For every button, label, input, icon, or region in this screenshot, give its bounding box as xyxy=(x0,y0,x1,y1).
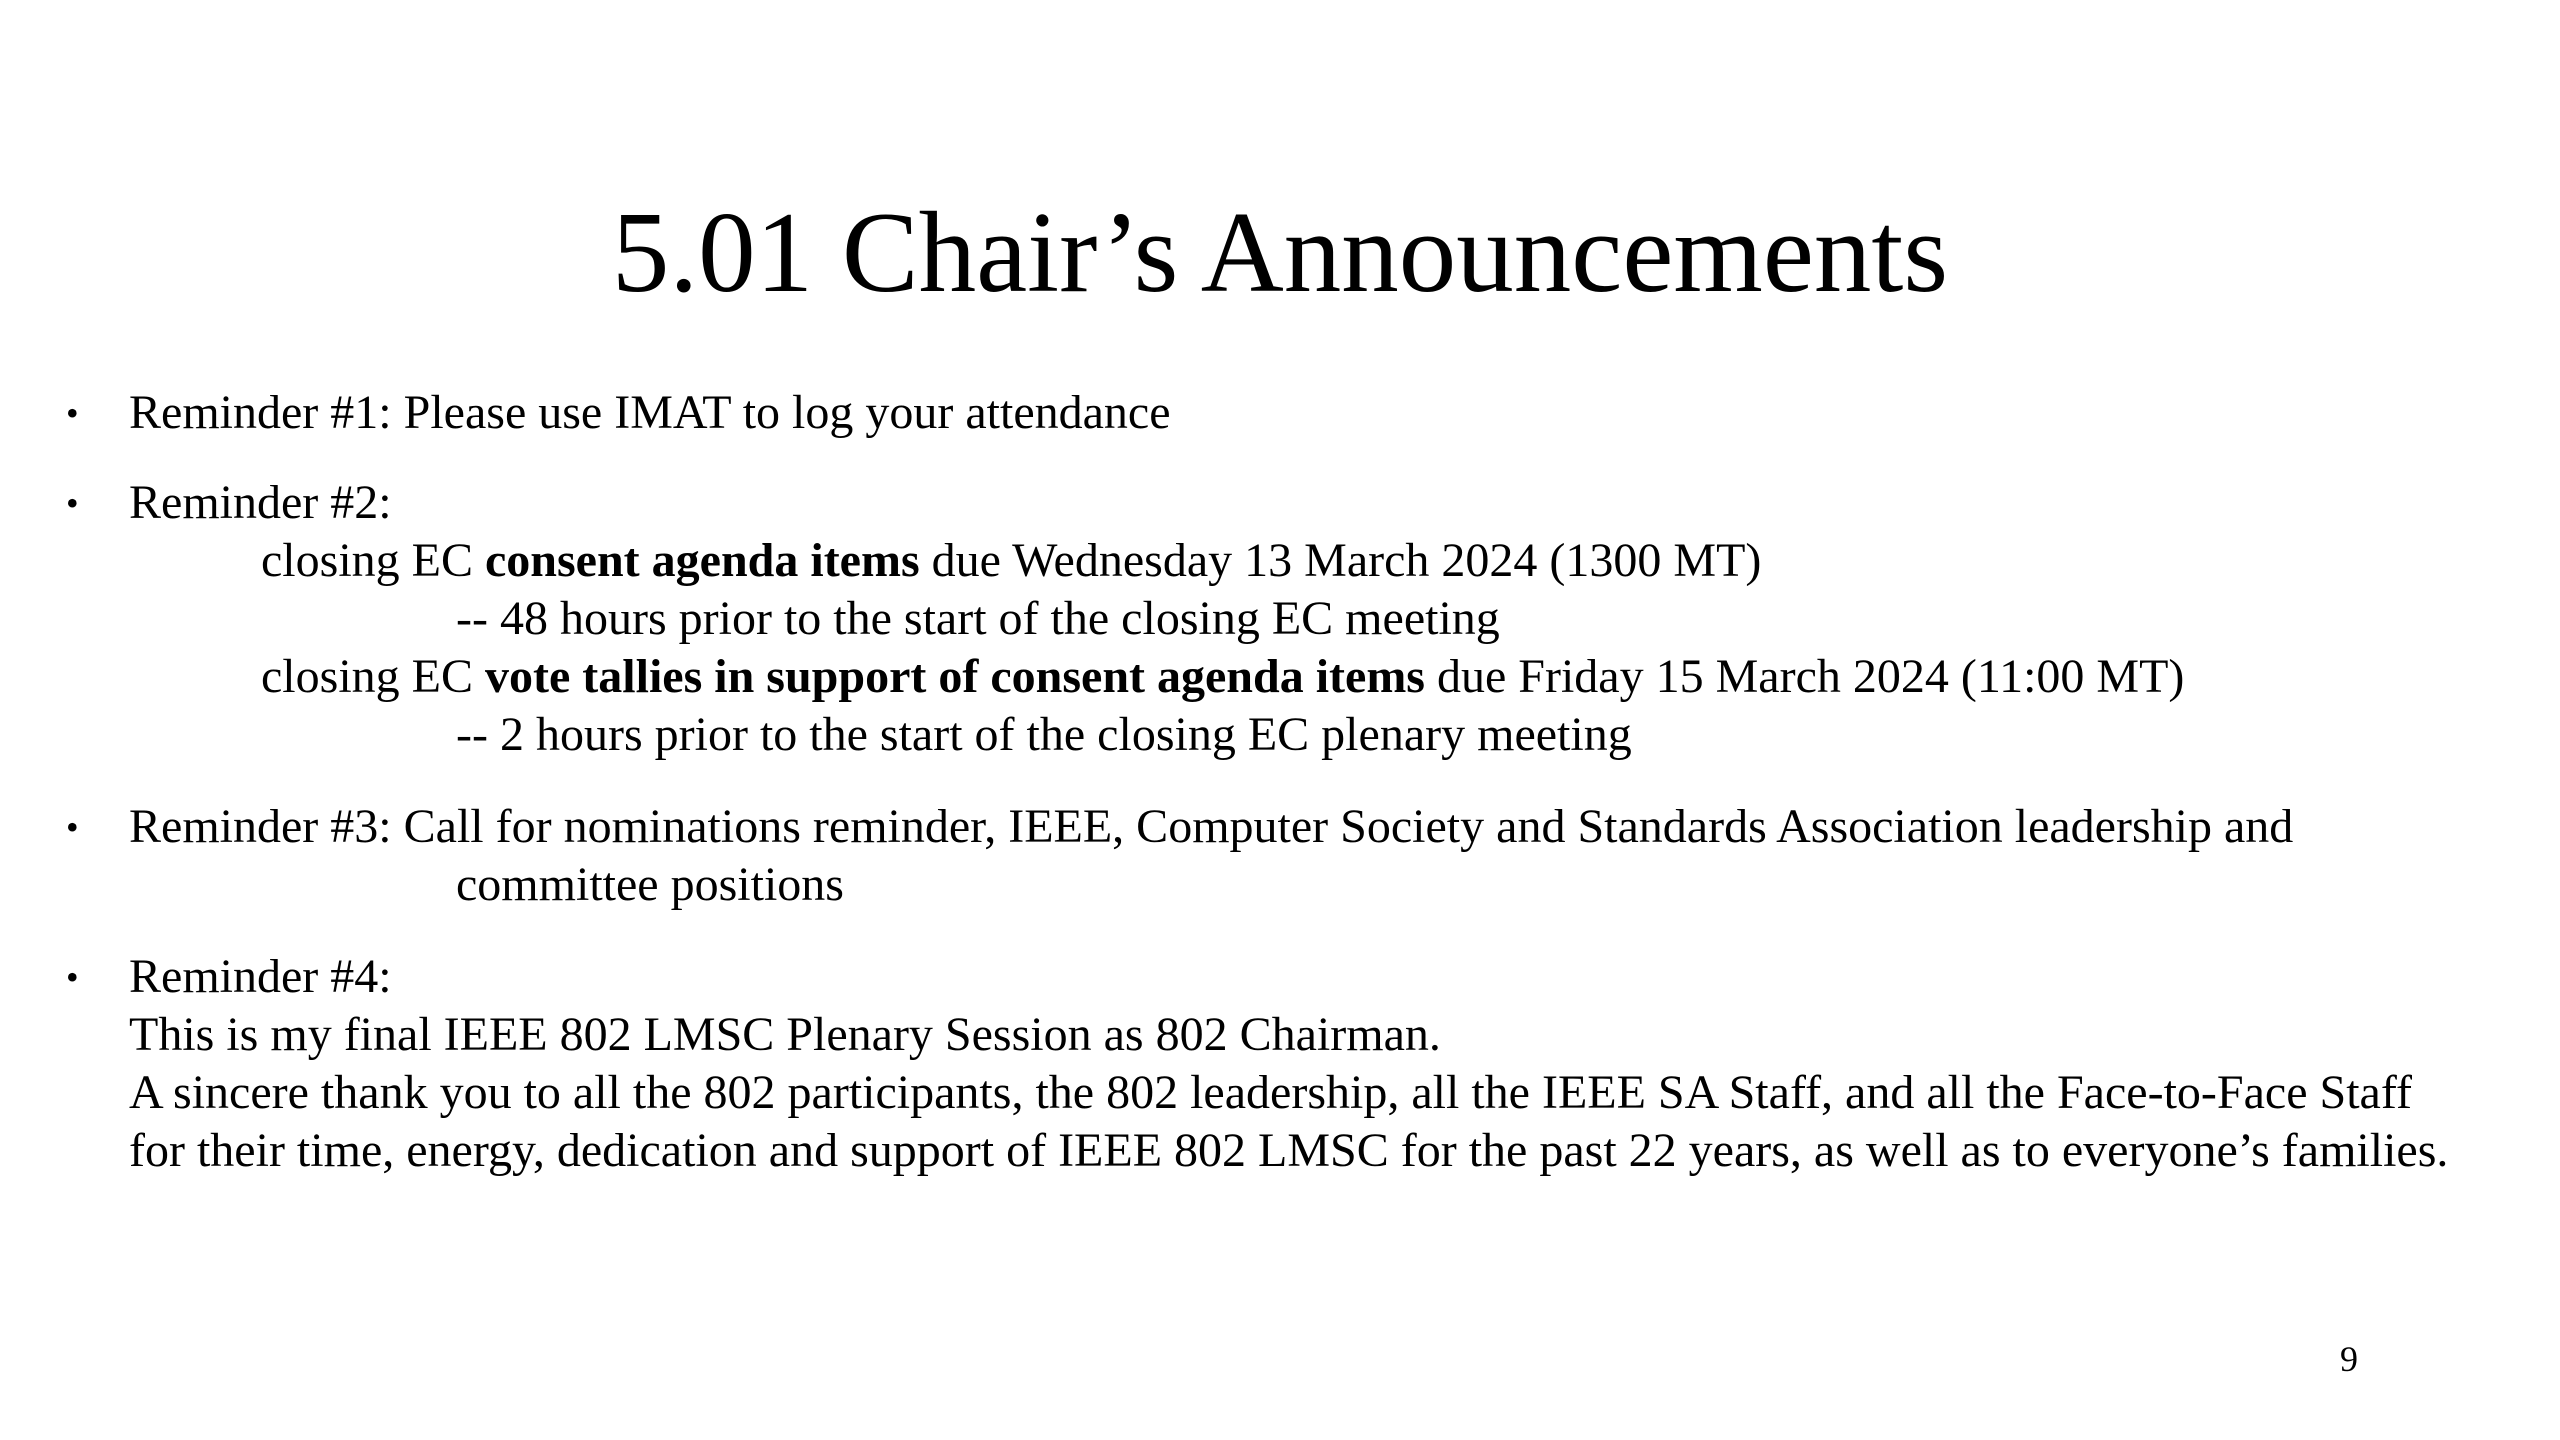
reminder-2-item-1-prefix: closing EC xyxy=(261,534,485,587)
reminder-2-item-1-suffix: due Wednesday 13 March 2024 (1300 MT) xyxy=(919,534,1762,587)
reminder-2-item-1-bold: consent agenda items xyxy=(485,534,920,587)
reminder-2-item-2-suffix: due Friday 15 March 2024 (11:00 MT) xyxy=(1424,650,2185,703)
reminder-2-label: Reminder #2: xyxy=(129,476,392,529)
reminder-2-item-1-note: -- 48 hours prior to the start of the closing EC meeting xyxy=(456,592,1500,645)
reminder-3-line-2: committee positions xyxy=(456,858,844,911)
reminder-2-item-2 xyxy=(261,648,2184,706)
reminder-2-item-1 xyxy=(261,532,1761,590)
reminder-4-line-1: This is my final IEEE 802 LMSC Plenary Session as 802 Chairman. xyxy=(129,1008,1441,1061)
reminder-2-item-2-note: -- 2 hours prior to the start of the closing EC plenary meeting xyxy=(456,708,1632,761)
bullet-2: • xyxy=(66,483,79,523)
bullet-3: • xyxy=(66,807,79,847)
bullet-4: • xyxy=(66,957,79,997)
reminder-4-label: Reminder #4: xyxy=(129,950,392,1003)
reminder-2-item-2-bold: vote tallies in support of consent agenda items xyxy=(485,650,1425,703)
reminder-3-line-1: Reminder #3: Call for nominations reminder, IEEE, Computer Society and Standards Association leadership and xyxy=(129,800,2294,853)
reminder-1-text: Reminder #1: Please use IMAT to log your attendance xyxy=(129,386,1171,439)
reminder-4-line-2: A sincere thank you to all the 802 participants, the 802 leadership, all the IEEE SA Staff, and all the Face-to-Face Staff xyxy=(129,1066,2412,1119)
page-number: 9 xyxy=(2340,1339,2358,1379)
bullet-1: • xyxy=(66,393,79,433)
reminder-2-item-2-prefix: closing EC xyxy=(261,650,485,703)
slide-title: 5.01 Chair’s Announcements xyxy=(611,189,1949,316)
reminder-4-line-3: for their time, energy, dedication and support of IEEE 802 LMSC for the past 22 years, as well as to everyone’s families. xyxy=(129,1124,2449,1177)
